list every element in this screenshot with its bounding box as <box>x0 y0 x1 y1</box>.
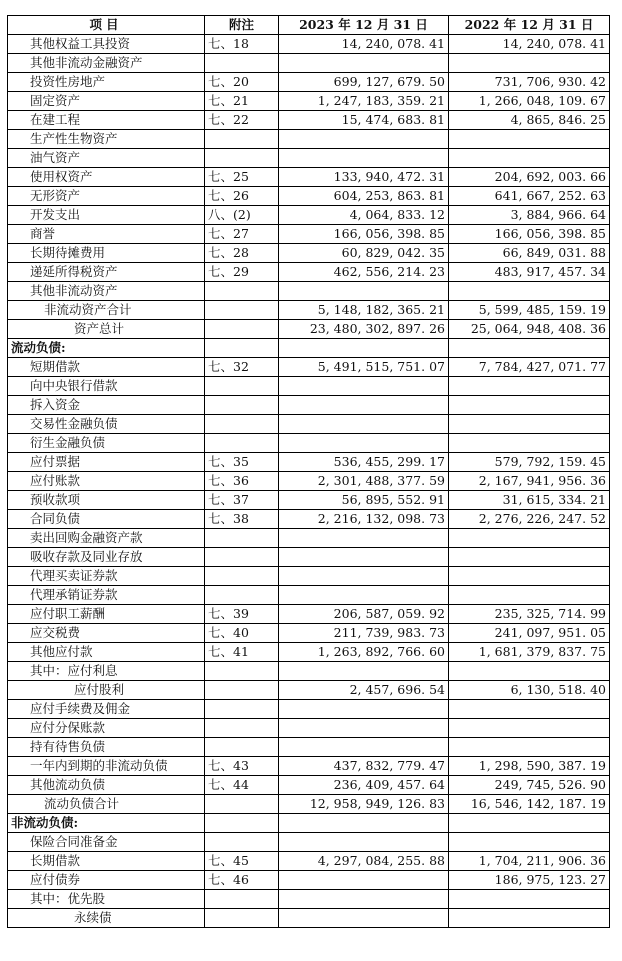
table-row <box>8 225 610 244</box>
value-2022-cell <box>449 662 610 681</box>
value-2023-cell <box>279 377 449 396</box>
item-cell: 保险合同准备金 <box>8 833 205 852</box>
value-2022-cell: 2, 167, 941, 956. 36 <box>449 472 610 491</box>
table-row <box>8 529 610 548</box>
value-2022-cell <box>449 814 610 833</box>
value-2023-cell: 536, 455, 299. 17 <box>279 453 449 472</box>
value-2022-cell <box>449 339 610 358</box>
value-2022-cell: 3, 884, 966. 64 <box>449 206 610 225</box>
value-2023-cell <box>279 909 449 928</box>
note-cell <box>205 833 279 852</box>
item-cell: 其他应付款 <box>8 643 205 662</box>
value-2023-cell: 604, 253, 863. 81 <box>279 187 449 206</box>
item-cell: 吸收存款及同业存放 <box>8 548 205 567</box>
item-cell: 其中：优先股 <box>8 890 205 909</box>
value-2023-cell: 462, 556, 214. 23 <box>279 263 449 282</box>
value-2022-cell: 1, 681, 379, 837. 75 <box>449 643 610 662</box>
table-row <box>8 73 610 92</box>
note-cell: 七、29 <box>205 263 279 282</box>
value-2023-cell: 166, 056, 398. 85 <box>279 225 449 244</box>
note-cell <box>205 320 279 339</box>
value-2022-cell: 2, 276, 226, 247. 52 <box>449 510 610 529</box>
header-item: 项目 <box>8 16 205 35</box>
value-2022-cell <box>449 149 610 168</box>
table-row <box>8 795 610 814</box>
table-row <box>8 643 610 662</box>
value-2023-cell: 236, 409, 457. 64 <box>279 776 449 795</box>
table-row <box>8 909 610 928</box>
item-cell: 长期待摊费用 <box>8 244 205 263</box>
note-cell <box>205 415 279 434</box>
note-cell: 七、40 <box>205 624 279 643</box>
value-2022-cell: 241, 097, 951. 05 <box>449 624 610 643</box>
table-row <box>8 434 610 453</box>
table-row <box>8 681 610 700</box>
note-cell: 七、18 <box>205 35 279 54</box>
value-2023-cell <box>279 282 449 301</box>
note-cell: 七、45 <box>205 852 279 871</box>
note-cell <box>205 700 279 719</box>
note-cell: 七、26 <box>205 187 279 206</box>
table-row <box>8 168 610 187</box>
item-cell: 应交税费 <box>8 624 205 643</box>
value-2022-cell: 186, 975, 123. 27 <box>449 871 610 890</box>
table-row <box>8 187 610 206</box>
item-cell: 应付股利 <box>8 681 205 700</box>
value-2023-cell <box>279 130 449 149</box>
value-2022-cell: 1, 704, 211, 906. 36 <box>449 852 610 871</box>
note-cell: 七、43 <box>205 757 279 776</box>
value-2023-cell: 14, 240, 078. 41 <box>279 35 449 54</box>
table-row <box>8 586 610 605</box>
value-2022-cell: 1, 298, 590, 387. 19 <box>449 757 610 776</box>
value-2022-cell <box>449 415 610 434</box>
table-row <box>8 35 610 54</box>
note-cell: 七、41 <box>205 643 279 662</box>
value-2022-cell: 16, 546, 142, 187. 19 <box>449 795 610 814</box>
value-2023-cell <box>279 833 449 852</box>
value-2023-cell <box>279 434 449 453</box>
note-cell: 八、(2) <box>205 206 279 225</box>
table-row <box>8 263 610 282</box>
value-2023-cell <box>279 738 449 757</box>
item-cell: 合同负债 <box>8 510 205 529</box>
note-cell <box>205 54 279 73</box>
table-row <box>8 301 610 320</box>
item-cell: 拆入资金 <box>8 396 205 415</box>
item-cell: 交易性金融负债 <box>8 415 205 434</box>
note-cell <box>205 681 279 700</box>
note-cell: 七、22 <box>205 111 279 130</box>
value-2022-cell: 166, 056, 398. 85 <box>449 225 610 244</box>
item-cell: 衍生金融负债 <box>8 434 205 453</box>
value-2022-cell <box>449 282 610 301</box>
item-cell: 油气资产 <box>8 149 205 168</box>
item-cell: 应付手续费及佣金 <box>8 700 205 719</box>
item-cell: 其他非流动资产 <box>8 282 205 301</box>
header-2023: 2023 年 12 月 31 日 <box>279 16 449 35</box>
table-row <box>8 415 610 434</box>
value-2023-cell: 2, 216, 132, 098. 73 <box>279 510 449 529</box>
table-row <box>8 491 610 510</box>
table-row <box>8 605 610 624</box>
value-2023-cell: 699, 127, 679. 50 <box>279 73 449 92</box>
value-2022-cell: 31, 615, 334. 21 <box>449 491 610 510</box>
value-2022-cell: 25, 064, 948, 408. 36 <box>449 320 610 339</box>
value-2023-cell: 5, 491, 515, 751. 07 <box>279 358 449 377</box>
value-2023-cell: 12, 958, 949, 126. 83 <box>279 795 449 814</box>
note-cell <box>205 567 279 586</box>
note-cell <box>205 434 279 453</box>
item-cell: 其他非流动金融资产 <box>8 54 205 73</box>
note-cell <box>205 377 279 396</box>
value-2023-cell <box>279 415 449 434</box>
note-cell <box>205 890 279 909</box>
table-row <box>8 111 610 130</box>
value-2023-cell <box>279 814 449 833</box>
table-row <box>8 776 610 795</box>
value-2023-cell <box>279 871 449 890</box>
value-2023-cell: 15, 474, 683. 81 <box>279 111 449 130</box>
note-cell <box>205 529 279 548</box>
table-row <box>8 472 610 491</box>
item-cell: 应付票据 <box>8 453 205 472</box>
value-2022-cell: 4, 865, 846. 25 <box>449 111 610 130</box>
value-2022-cell: 1, 266, 048, 109. 67 <box>449 92 610 111</box>
item-cell: 代理承销证券款 <box>8 586 205 605</box>
value-2022-cell <box>449 890 610 909</box>
item-cell: 在建工程 <box>8 111 205 130</box>
value-2023-cell <box>279 586 449 605</box>
value-2023-cell: 437, 832, 779. 47 <box>279 757 449 776</box>
header-2022: 2022 年 12 月 31 日 <box>449 16 610 35</box>
table-row <box>8 377 610 396</box>
table-row <box>8 662 610 681</box>
item-cell: 其他流动负债 <box>8 776 205 795</box>
balance-sheet-table <box>7 15 610 928</box>
note-cell: 七、35 <box>205 453 279 472</box>
value-2022-cell <box>449 529 610 548</box>
note-cell <box>205 130 279 149</box>
table-row <box>8 548 610 567</box>
value-2022-cell: 5, 599, 485, 159. 19 <box>449 301 610 320</box>
value-2022-cell: 483, 917, 457. 34 <box>449 263 610 282</box>
value-2022-cell: 6, 130, 518. 40 <box>449 681 610 700</box>
table-row <box>8 757 610 776</box>
item-cell: 其中：应付利息 <box>8 662 205 681</box>
note-cell: 七、32 <box>205 358 279 377</box>
item-cell: 生产性生物资产 <box>8 130 205 149</box>
header-row <box>8 16 610 35</box>
value-2023-cell <box>279 700 449 719</box>
value-2022-cell <box>449 377 610 396</box>
value-2022-cell <box>449 548 610 567</box>
note-cell: 七、21 <box>205 92 279 111</box>
item-cell: 持有待售负债 <box>8 738 205 757</box>
table-row <box>8 206 610 225</box>
note-cell: 七、27 <box>205 225 279 244</box>
table-row <box>8 92 610 111</box>
note-cell <box>205 301 279 320</box>
note-cell: 七、38 <box>205 510 279 529</box>
note-cell <box>205 149 279 168</box>
table-row <box>8 890 610 909</box>
note-cell <box>205 814 279 833</box>
table-row <box>8 244 610 263</box>
table-row <box>8 852 610 871</box>
item-cell: 开发支出 <box>8 206 205 225</box>
value-2022-cell <box>449 567 610 586</box>
value-2023-cell: 2, 301, 488, 377. 59 <box>279 472 449 491</box>
value-2023-cell: 2, 457, 696. 54 <box>279 681 449 700</box>
value-2022-cell: 14, 240, 078. 41 <box>449 35 610 54</box>
note-cell <box>205 719 279 738</box>
note-cell <box>205 738 279 757</box>
item-cell: 非流动负债: <box>8 814 205 833</box>
note-cell: 七、44 <box>205 776 279 795</box>
item-cell: 其他权益工具投资 <box>8 35 205 54</box>
value-2022-cell <box>449 54 610 73</box>
value-2023-cell: 206, 587, 059. 92 <box>279 605 449 624</box>
note-cell <box>205 662 279 681</box>
value-2023-cell <box>279 149 449 168</box>
table-row <box>8 700 610 719</box>
value-2023-cell <box>279 339 449 358</box>
value-2023-cell: 211, 739, 983. 73 <box>279 624 449 643</box>
item-cell: 应付账款 <box>8 472 205 491</box>
value-2023-cell: 133, 940, 472. 31 <box>279 168 449 187</box>
item-cell: 无形资产 <box>8 187 205 206</box>
item-cell: 长期借款 <box>8 852 205 871</box>
table-row <box>8 833 610 852</box>
note-cell: 七、28 <box>205 244 279 263</box>
value-2022-cell: 7, 784, 427, 071. 77 <box>449 358 610 377</box>
item-cell: 卖出回购金融资产款 <box>8 529 205 548</box>
item-cell: 流动负债合计 <box>8 795 205 814</box>
item-cell: 非流动资产合计 <box>8 301 205 320</box>
table-row <box>8 282 610 301</box>
note-cell: 七、36 <box>205 472 279 491</box>
table-row <box>8 719 610 738</box>
table-row <box>8 624 610 643</box>
value-2022-cell <box>449 909 610 928</box>
table-row <box>8 320 610 339</box>
note-cell: 七、46 <box>205 871 279 890</box>
item-cell: 商誉 <box>8 225 205 244</box>
note-cell <box>205 795 279 814</box>
value-2023-cell: 4, 297, 084, 255. 88 <box>279 852 449 871</box>
value-2023-cell <box>279 548 449 567</box>
note-cell: 七、37 <box>205 491 279 510</box>
value-2023-cell <box>279 529 449 548</box>
table-row <box>8 54 610 73</box>
table-row <box>8 130 610 149</box>
table-row <box>8 396 610 415</box>
value-2023-cell: 60, 829, 042. 35 <box>279 244 449 263</box>
value-2023-cell <box>279 719 449 738</box>
value-2022-cell: 204, 692, 003. 66 <box>449 168 610 187</box>
value-2023-cell: 1, 263, 892, 766. 60 <box>279 643 449 662</box>
item-cell: 递延所得税资产 <box>8 263 205 282</box>
table-row <box>8 358 610 377</box>
note-cell <box>205 586 279 605</box>
item-cell: 使用权资产 <box>8 168 205 187</box>
table-row <box>8 738 610 757</box>
item-cell: 应付分保账款 <box>8 719 205 738</box>
value-2023-cell: 5, 148, 182, 365. 21 <box>279 301 449 320</box>
item-cell: 固定资产 <box>8 92 205 111</box>
table-row <box>8 567 610 586</box>
note-cell <box>205 909 279 928</box>
value-2023-cell <box>279 567 449 586</box>
header-note: 附注 <box>205 16 279 35</box>
table-row <box>8 149 610 168</box>
item-cell: 代理买卖证券款 <box>8 567 205 586</box>
note-cell <box>205 548 279 567</box>
item-cell: 资产总计 <box>8 320 205 339</box>
value-2022-cell <box>449 738 610 757</box>
note-cell <box>205 339 279 358</box>
item-cell: 投资性房地产 <box>8 73 205 92</box>
value-2022-cell <box>449 434 610 453</box>
value-2022-cell <box>449 719 610 738</box>
note-cell: 七、39 <box>205 605 279 624</box>
value-2023-cell: 56, 895, 552. 91 <box>279 491 449 510</box>
note-cell <box>205 282 279 301</box>
value-2022-cell: 641, 667, 252. 63 <box>449 187 610 206</box>
value-2022-cell <box>449 586 610 605</box>
value-2022-cell <box>449 130 610 149</box>
value-2023-cell <box>279 396 449 415</box>
item-cell: 一年内到期的非流动负债 <box>8 757 205 776</box>
value-2023-cell <box>279 662 449 681</box>
value-2022-cell: 235, 325, 714. 99 <box>449 605 610 624</box>
table-row <box>8 871 610 890</box>
table-row <box>8 510 610 529</box>
value-2023-cell: 23, 480, 302, 897. 26 <box>279 320 449 339</box>
section-header-row <box>8 814 610 833</box>
table-row <box>8 453 610 472</box>
item-cell: 预收款项 <box>8 491 205 510</box>
value-2023-cell <box>279 54 449 73</box>
note-cell: 七、20 <box>205 73 279 92</box>
note-cell: 七、25 <box>205 168 279 187</box>
value-2022-cell: 66, 849, 031. 88 <box>449 244 610 263</box>
value-2022-cell <box>449 700 610 719</box>
item-cell: 应付债券 <box>8 871 205 890</box>
section-header-row <box>8 339 610 358</box>
value-2022-cell <box>449 833 610 852</box>
note-cell <box>205 396 279 415</box>
item-cell: 应付职工薪酬 <box>8 605 205 624</box>
item-cell: 流动负债: <box>8 339 205 358</box>
item-cell: 向中央银行借款 <box>8 377 205 396</box>
value-2022-cell <box>449 396 610 415</box>
item-cell: 永续债 <box>8 909 205 928</box>
value-2022-cell: 579, 792, 159. 45 <box>449 453 610 472</box>
value-2023-cell: 4, 064, 833. 12 <box>279 206 449 225</box>
item-cell: 短期借款 <box>8 358 205 377</box>
value-2022-cell: 731, 706, 930. 42 <box>449 73 610 92</box>
value-2022-cell: 249, 745, 526. 90 <box>449 776 610 795</box>
value-2023-cell: 1, 247, 183, 359. 21 <box>279 92 449 111</box>
value-2023-cell <box>279 890 449 909</box>
